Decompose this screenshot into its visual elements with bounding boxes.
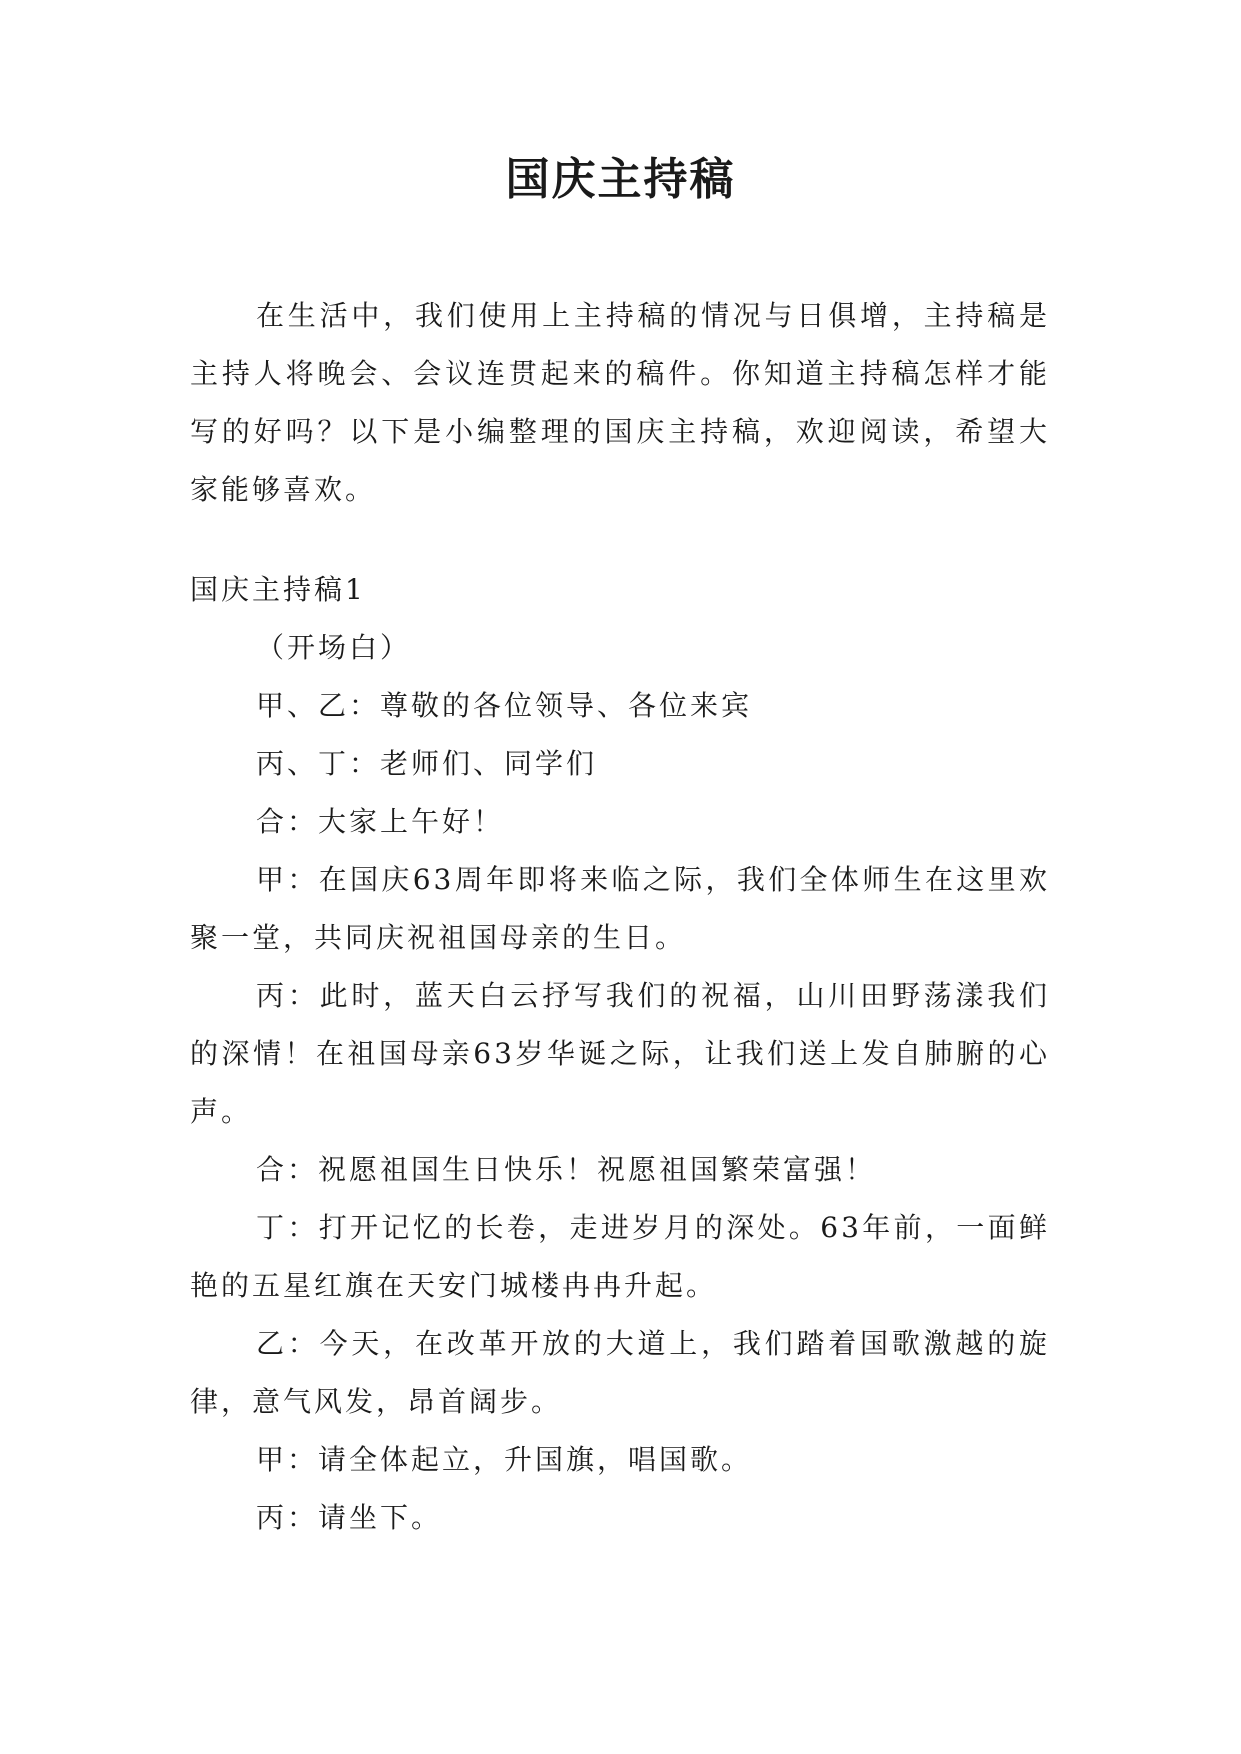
script-line-jia-anniversary: 甲：在国庆63周年即将来临之际，我们全体师生在这里欢聚一堂，共同庆祝祖国母亲的生日。 [190,863,1050,954]
script-line-opening: （开场白） [256,631,412,664]
script-line-jia-flag: 甲：请全体起立，升国旗，唱国歌。 [256,1443,753,1476]
section-heading: 国庆主持稿1 [190,573,366,606]
document-body [190,287,1050,1547]
script-line-together-wishes: 合：祝愿祖国生日快乐！祝愿祖国繁荣富强！ [256,1153,877,1186]
script-line-together-greeting: 合：大家上午好！ [256,805,505,838]
script-line-jia-yi-greeting: 甲、乙：尊敬的各位领导、各位来宾 [256,689,753,722]
script-line-bing-ding-greeting: 丙、丁：老师们、同学们 [256,747,598,780]
script-line-yi-today: 乙：今天，在改革开放的大道上，我们踏着国歌激越的旋律，意气风发，昂首阔步。 [190,1327,1050,1418]
script-line-ding-memory: 丁：打开记忆的长卷，走进岁月的深处。63年前，一面鲜艳的五星红旗在天安门城楼冉冉升起。 [190,1211,1050,1302]
script-line-bing-blessing: 丙：此时，蓝天白云抒写我们的祝福，山川田野荡漾我们的深情！在祖国母亲63岁华诞之际，让我们送上发自肺腑的心声。 [190,979,1050,1128]
script-line-bing-sit: 丙：请坐下。 [256,1501,443,1534]
document-title: 国庆主持稿 [505,154,736,205]
intro-paragraph: 在生活中，我们使用上主持稿的情况与日俱增，主持稿是主持人将晚会、会议连贯起来的稿件。你知道主持稿怎样才能写的好吗？以下是小编整理的国庆主持稿，欢迎阅读，希望大家能够喜欢。 [190,299,1050,506]
